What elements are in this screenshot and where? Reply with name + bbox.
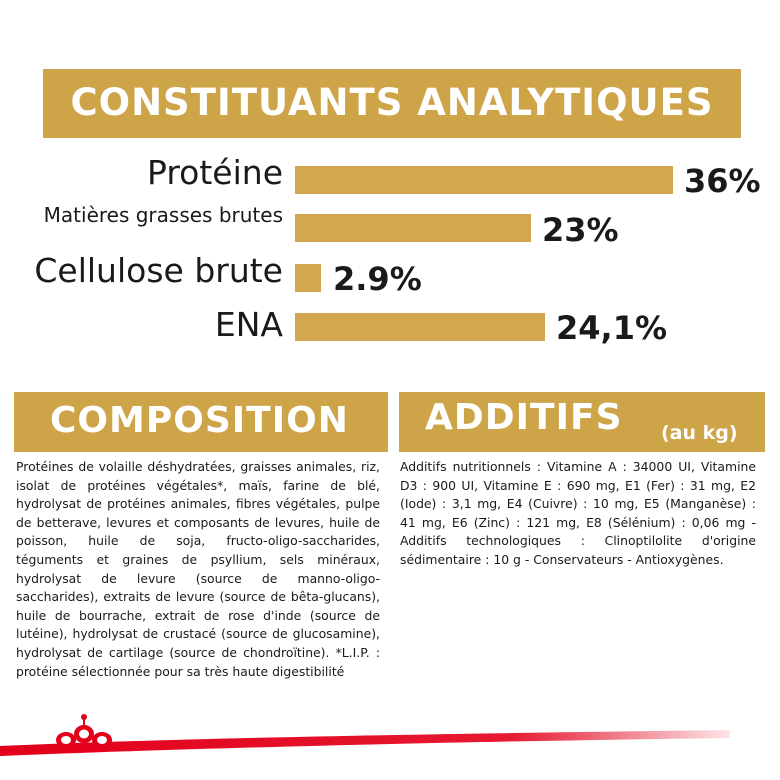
additifs-text: Additifs nutritionnels : Vitamine A : 34000 UI, Vitamine D3 : 900 UI, Vitamine E : 690 mg, E1 (Fer) : 31 mg, E2 (Iode) : 3,1 mg, E4 (Cuivre) : 10 mg, E5 (Manganèse) : 41 mg, E6 (Zinc) : 121 mg, E8 (Sélénium) : 0,06 mg - Additifs technologiques : Clinoptilolite d'origine sédimentaire : 10 g - Conservateurs - Antioxygènes. (400, 459, 756, 567)
composition-header (14, 392, 388, 452)
ena-bar (295, 313, 545, 341)
additifs-header (399, 392, 765, 452)
analytical-banner (43, 69, 741, 138)
fibre-label: Cellulose brute (34, 251, 283, 290)
protein-bar (295, 166, 673, 194)
analytical-title: CONSTITUANTS ANALYTIQUES (70, 81, 714, 124)
protein-value: 36% (684, 162, 761, 200)
fat-bar (295, 214, 531, 242)
composition-title: COMPOSITION (50, 400, 349, 441)
additifs-subtitle: (au kg) (661, 422, 738, 444)
protein-label: Protéine (147, 153, 283, 192)
royal-canin-crown-icon (52, 704, 116, 758)
additifs-title: ADDITIFS (425, 397, 623, 438)
fibre-value: 2.9% (333, 260, 422, 298)
fibre-bar (295, 264, 321, 292)
ena-label: ENA (214, 305, 283, 344)
fat-label: Matières grasses brutes (43, 203, 283, 227)
ena-value: 24,1% (556, 309, 668, 347)
composition-text: Protéines de volaille déshydratées, graisses animales, riz, isolat de protéines végétales*, maïs, farine de blé, hydrolysat de protéines animales, fibres végétales, pulpe de betterave, levures et composants de levures, huile de poisson, huile de soja, fructo-oligo-saccharides, téguments et graines de psyllium, sels minéraux, hydrolysat de levure (source de manno-oligo-saccharides), extraits de levure (source de bêta-glucans), huile de bourrache, extrait de rose d'inde (source de lutéine), hydrolysat de crustacé (source de glucosamine), hydrolysat de cartilage (source de chondroïtine). *L.I.P. : protéine sélectionnée pour sa très haute digestibilité (16, 459, 380, 679)
red-swoosh (0, 700, 780, 780)
fat-value: 23% (542, 211, 619, 249)
